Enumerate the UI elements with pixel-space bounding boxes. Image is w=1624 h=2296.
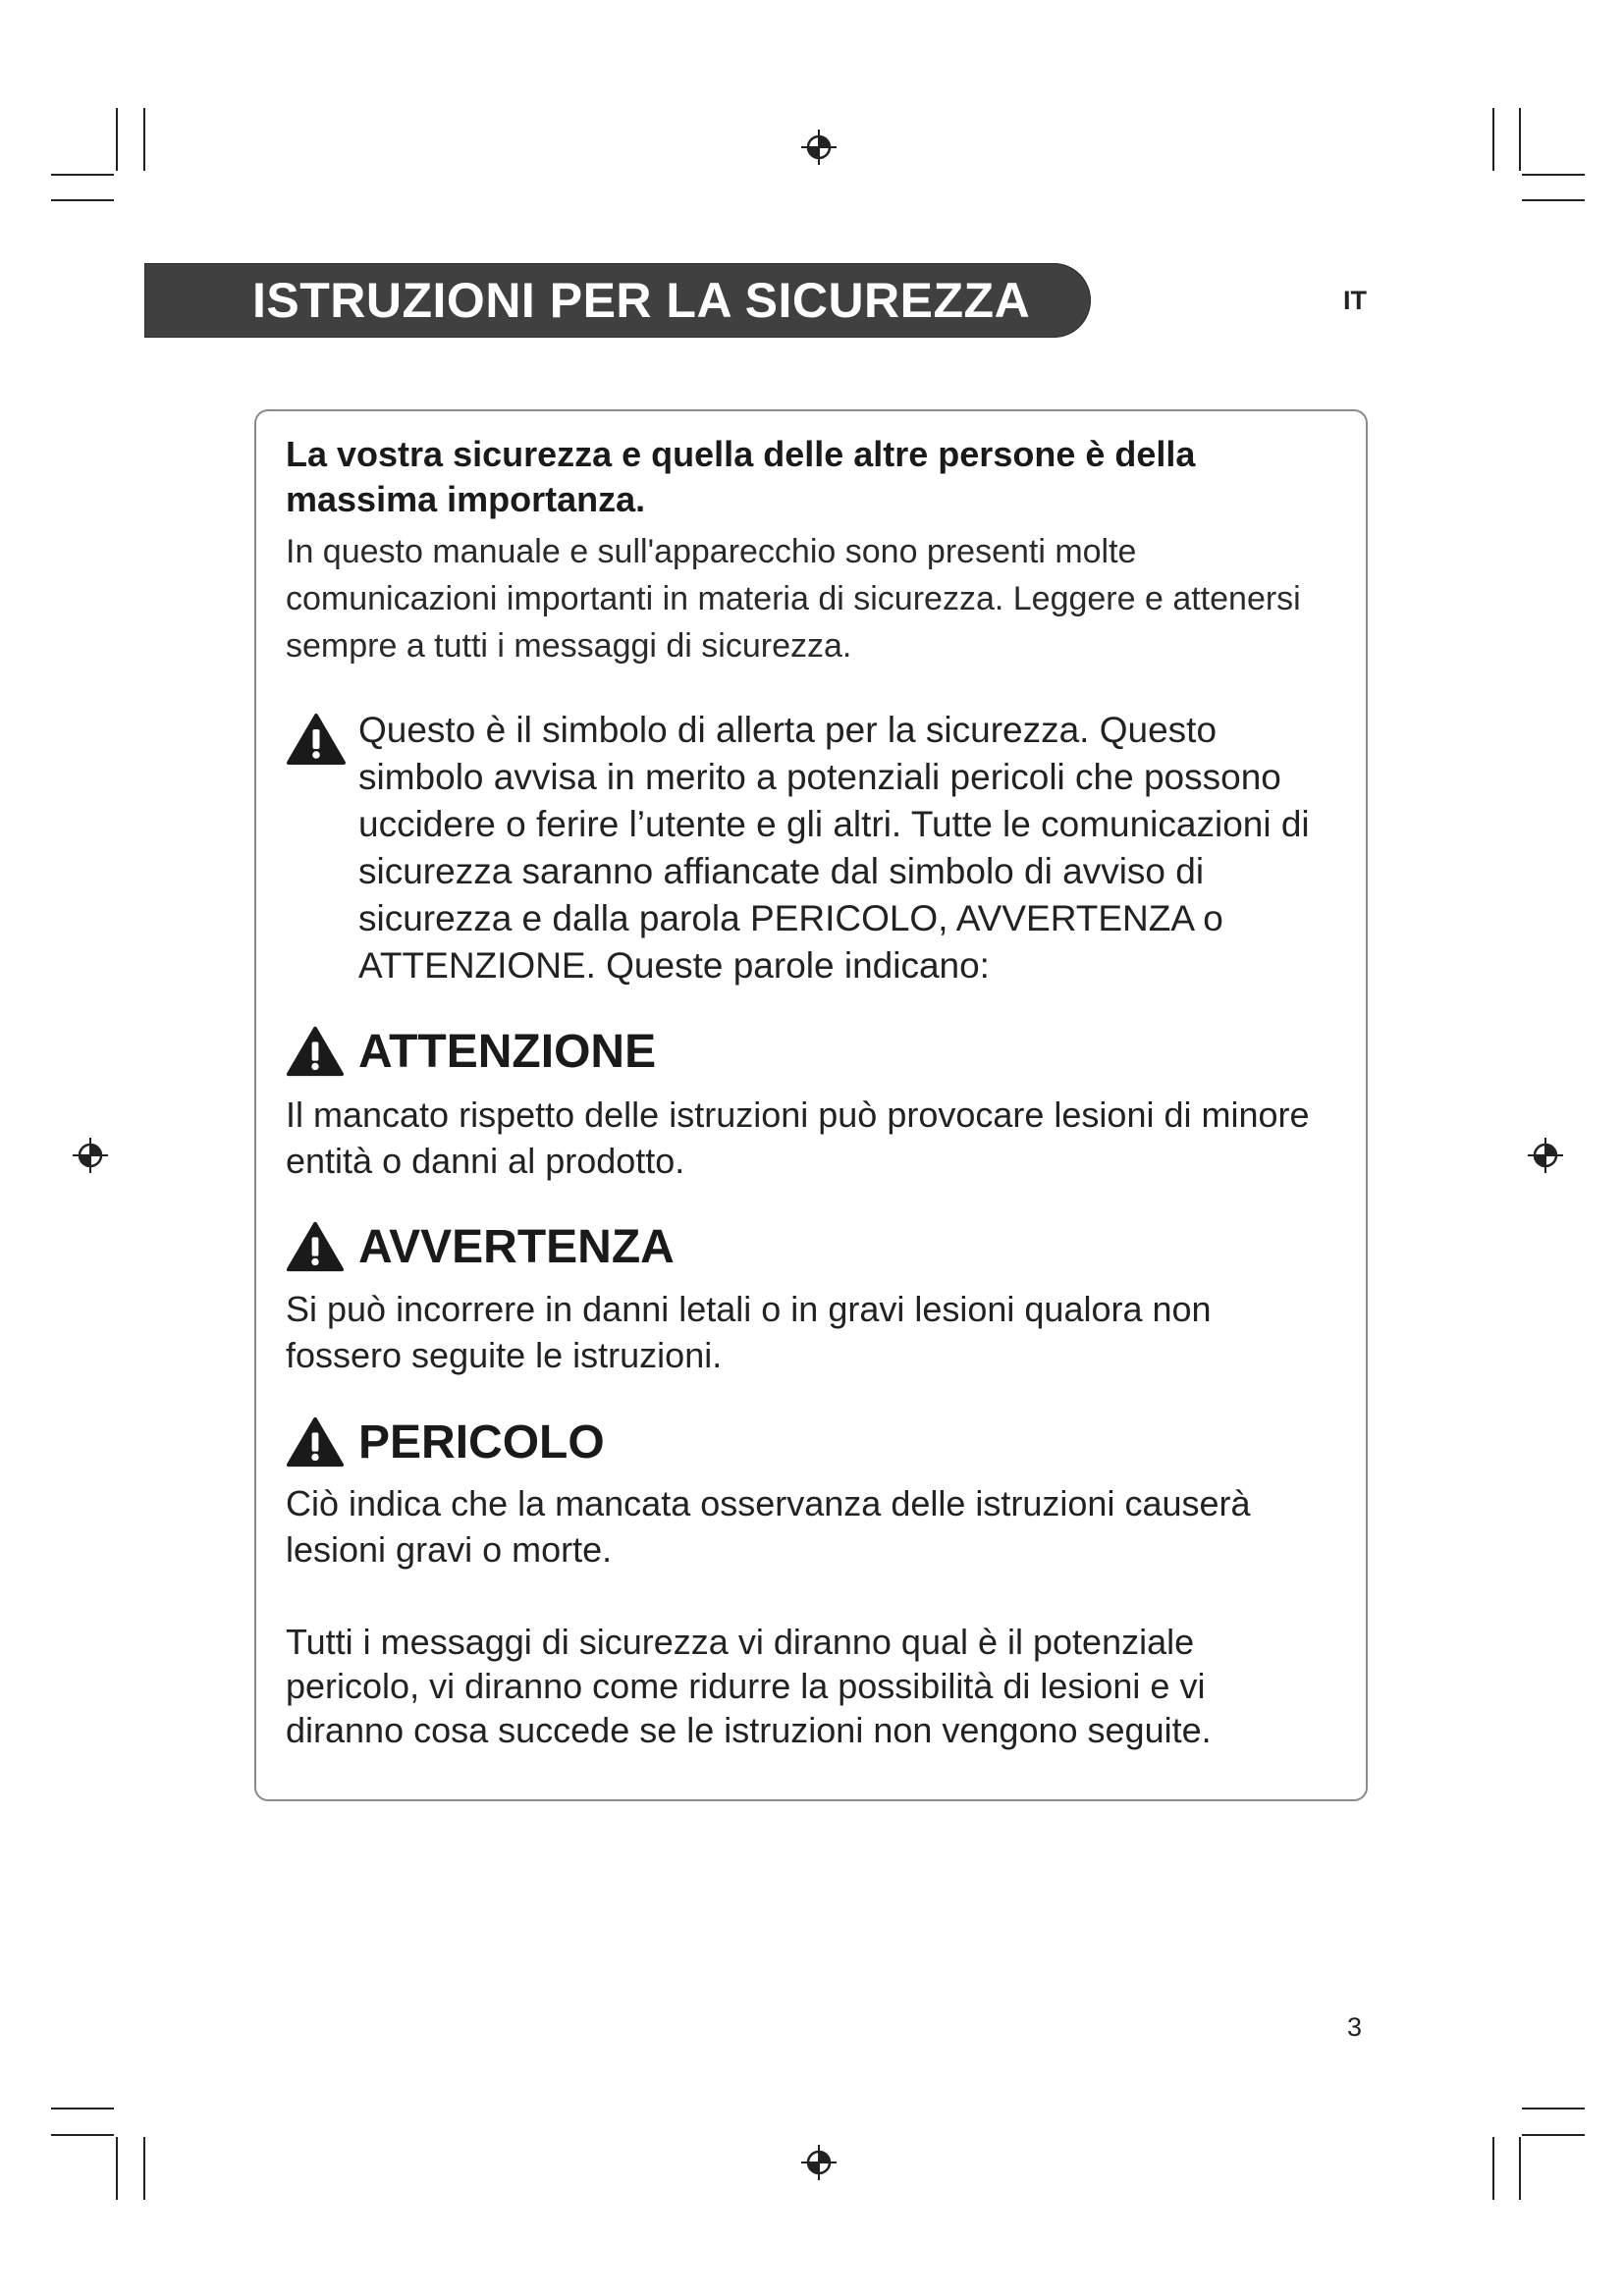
intro-body: In questo manuale e sull'apparecchio sono presenti molte comunicazioni importanti in materia di sicurezza. Leggere e attenersi sempre a tutti i messaggi di sicurezza. — [286, 533, 1301, 665]
closing-paragraph: Tutti i messaggi di sicurezza vi diranno qual è il potenziale pericolo, vi diranno come ridurre la possibilità di lesioni e vi diranno cosa succede se le istruzioni non vengono seguite. — [286, 1622, 1212, 1750]
crop-mark — [1492, 108, 1494, 171]
warning-triangle-icon — [286, 1220, 345, 1273]
registration-mark-icon — [799, 2143, 839, 2182]
section-header-bar — [144, 263, 1091, 338]
crop-mark — [51, 174, 114, 176]
page-title: ISTRUZIONI PER LA SICUREZZA — [252, 273, 1031, 328]
crop-mark — [51, 199, 114, 201]
registration-mark-icon — [71, 1136, 110, 1175]
signal-word-avvertenza — [286, 1220, 973, 1275]
signal-word-attenzione — [286, 1025, 973, 1080]
crop-mark — [1522, 174, 1585, 176]
signal-word-description: Si può incorrere in danni letali o in gravi lesioni qualora non fossero seguite le istruzioni. — [286, 1289, 1212, 1375]
crop-mark — [1519, 108, 1521, 171]
signal-word-description: Il mancato rispetto delle istruzioni può provocare lesioni di minore entità o danni al prodotto. — [286, 1095, 1310, 1181]
registration-mark-icon — [1526, 1136, 1565, 1175]
safety-symbol-text: Questo è il simbolo di allerta per la sicurezza. Questo simbolo avvisa in merito a potenziali pericoli che possono uccidere o ferire l’utente e gli altri. Tutte le comunicazioni di sicurezza saranno affiancate dal simbolo di avviso di sicurezza e dalla parola PERICOLO, AVVERTENZA o ATTENZIONE. Queste parole indicano: — [358, 710, 1310, 986]
crop-mark — [116, 108, 118, 171]
language-code: IT — [1343, 286, 1367, 315]
intro-heading: La vostra sicurezza e quella delle altre persone è della massima importanza. — [286, 434, 1196, 519]
signal-word-label: ATTENZIONE — [358, 1026, 657, 1078]
signal-word-pericolo — [286, 1415, 973, 1470]
signal-word-label: AVVERTENZA — [358, 1221, 675, 1273]
page-number: 3 — [1347, 2012, 1363, 2042]
crop-mark — [1522, 2108, 1585, 2109]
crop-mark — [143, 2137, 145, 2200]
warning-triangle-icon — [286, 1025, 345, 1078]
signal-word-label: PERICOLO — [358, 1416, 605, 1468]
warning-triangle-icon — [286, 1415, 345, 1468]
crop-mark — [51, 2134, 114, 2136]
warning-triangle-icon — [286, 713, 347, 766]
crop-mark — [51, 2108, 114, 2109]
crop-mark — [1492, 2137, 1494, 2200]
registration-mark-icon — [799, 128, 839, 167]
crop-mark — [116, 2137, 118, 2200]
crop-mark — [1522, 199, 1585, 201]
crop-mark — [143, 108, 145, 171]
crop-mark — [1519, 2137, 1521, 2200]
crop-mark — [1522, 2134, 1585, 2136]
signal-word-description: Ciò indica che la mancata osservanza delle istruzioni causerà lesioni gravi o morte. — [286, 1483, 1251, 1570]
